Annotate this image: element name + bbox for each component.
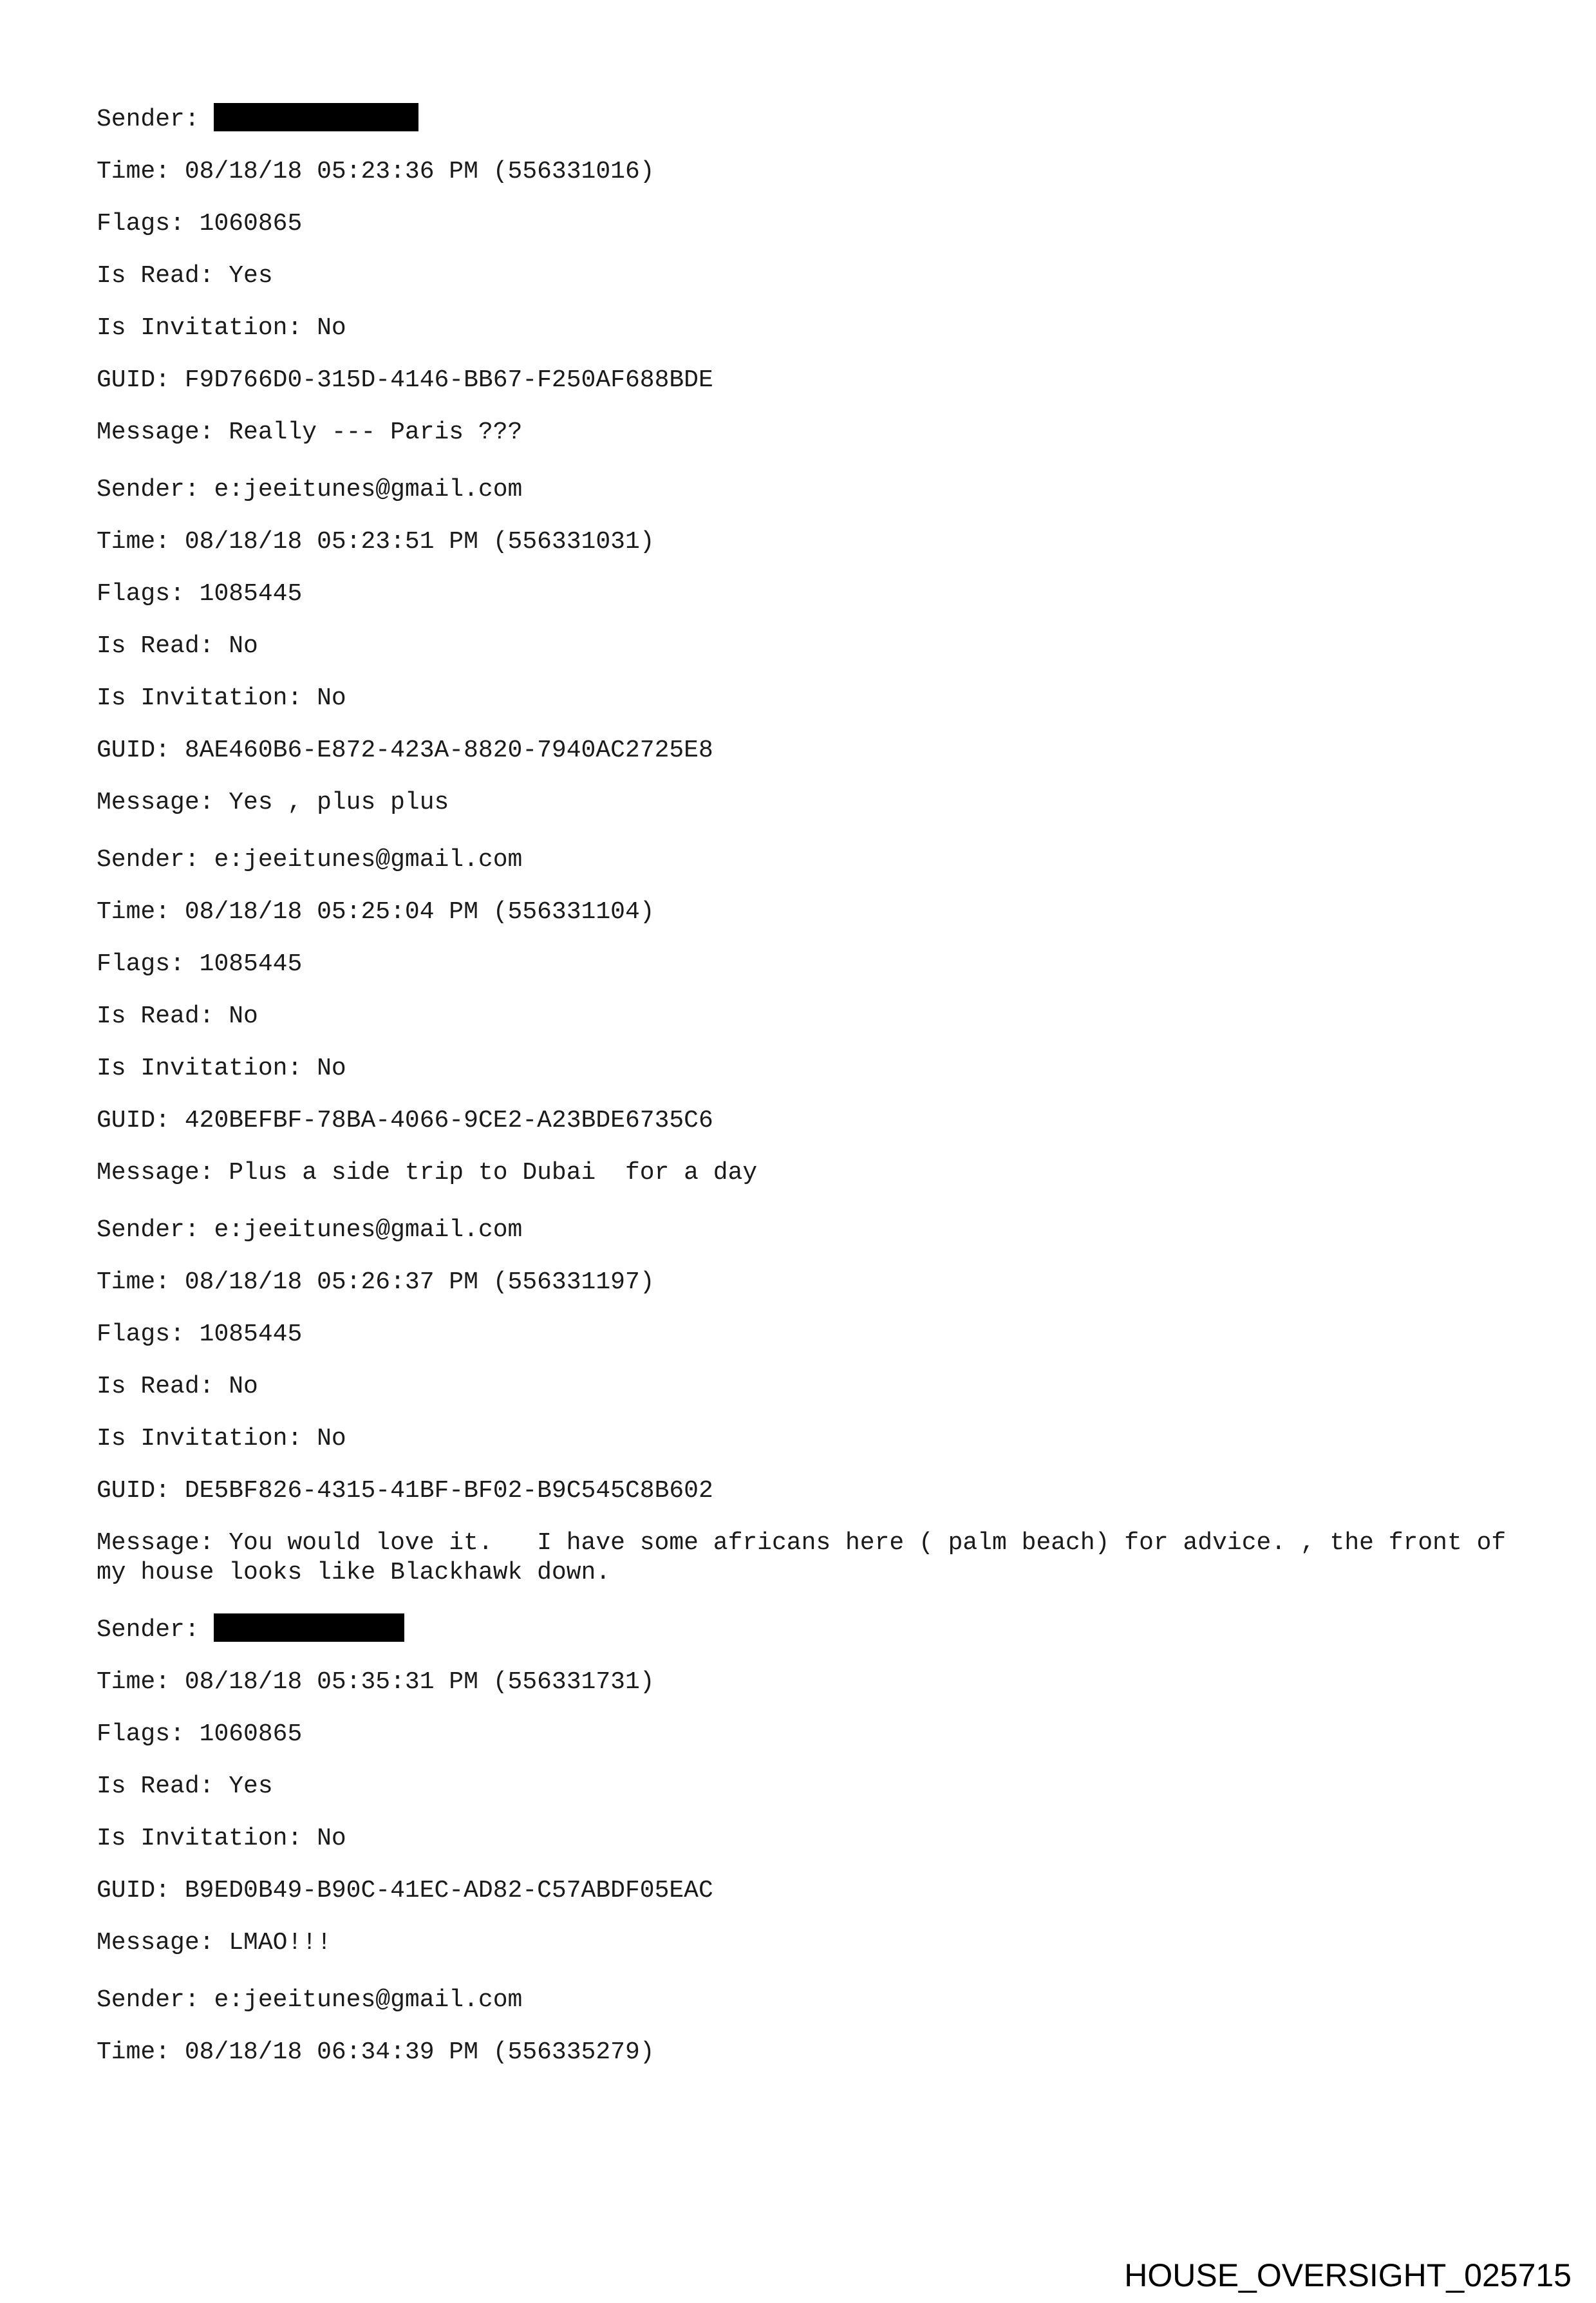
is-read-value: No xyxy=(229,632,258,660)
sender-label: Sender: xyxy=(97,106,200,133)
is-invitation-line xyxy=(97,1424,1539,1454)
guid-label: GUID: xyxy=(97,366,171,394)
message-record xyxy=(97,475,1539,818)
is-invitation-label: Is Invitation: xyxy=(97,314,303,342)
time-line xyxy=(97,157,1539,187)
is-invitation-line xyxy=(97,1054,1539,1084)
time-value: 08/18/18 05:23:36 PM (556331016) xyxy=(184,158,655,185)
sender-line xyxy=(97,475,1539,505)
guid-label: GUID: xyxy=(97,1877,171,1904)
sender-label: Sender: xyxy=(97,846,200,874)
guid-line xyxy=(97,736,1539,766)
is-read-value: Yes xyxy=(229,1772,273,1800)
time-value: 08/18/18 05:26:37 PM (556331197) xyxy=(184,1268,655,1296)
time-line xyxy=(97,1668,1539,1697)
redaction-bar xyxy=(214,103,418,131)
time-value: 08/18/18 05:35:31 PM (556331731) xyxy=(184,1668,655,1696)
message-text: LMAO!!! xyxy=(229,1929,332,1957)
time-value: 08/18/18 05:25:04 PM (556331104) xyxy=(184,898,655,926)
message-line xyxy=(97,1158,1539,1188)
is-invitation-label: Is Invitation: xyxy=(97,1425,303,1452)
sender-label: Sender: xyxy=(97,1616,200,1644)
flags-label: Flags: xyxy=(97,1720,185,1748)
bates-number: HOUSE_OVERSIGHT_025715 xyxy=(1124,2257,1572,2293)
flags-line xyxy=(97,950,1539,979)
is-read-label: Is Read: xyxy=(97,1002,214,1030)
guid-line xyxy=(97,1476,1539,1506)
sender-value: e:jeeitunes@gmail.com xyxy=(214,1216,523,1244)
is-read-label: Is Read: xyxy=(97,262,214,290)
time-label: Time: xyxy=(97,1268,171,1296)
is-read-label: Is Read: xyxy=(97,1772,214,1800)
sender-value: e:jeeitunes@gmail.com xyxy=(214,846,523,874)
is-read-label: Is Read: xyxy=(97,1373,214,1400)
flags-line xyxy=(97,209,1539,239)
time-line xyxy=(97,1268,1539,1297)
message-text: Yes , plus plus xyxy=(229,789,449,816)
sender-line xyxy=(97,1216,1539,1245)
message-line xyxy=(97,1928,1539,1958)
message-record xyxy=(97,1615,1539,1958)
is-read-line xyxy=(97,1372,1539,1402)
is-read-line xyxy=(97,261,1539,291)
message-text: Really --- Paris ??? xyxy=(229,418,523,446)
is-invitation-value: No xyxy=(317,684,346,712)
time-line xyxy=(97,527,1539,557)
message-log xyxy=(97,105,1539,2090)
time-label: Time: xyxy=(97,898,171,926)
flags-value: 1085445 xyxy=(199,1321,303,1348)
flags-value: 1060865 xyxy=(199,1720,303,1748)
message-text: Plus a side trip to Dubai for a day xyxy=(229,1159,758,1187)
message-label: Message: xyxy=(97,789,214,816)
message-record xyxy=(97,845,1539,1188)
redaction-bar xyxy=(214,1613,404,1642)
message-record xyxy=(97,1986,1539,2067)
is-invitation-line xyxy=(97,1824,1539,1854)
time-label: Time: xyxy=(97,158,171,185)
guid-value: F9D766D0-315D-4146-BB67-F250AF688BDE xyxy=(184,366,713,394)
is-read-value: No xyxy=(229,1373,258,1400)
message-label: Message: xyxy=(97,418,214,446)
time-value: 08/18/18 05:23:51 PM (556331031) xyxy=(184,528,655,556)
message-label: Message: xyxy=(97,1929,214,1957)
is-read-value: No xyxy=(229,1002,258,1030)
sender-line xyxy=(97,845,1539,875)
is-invitation-label: Is Invitation: xyxy=(97,1825,303,1852)
is-read-value: Yes xyxy=(229,262,273,290)
guid-label: GUID: xyxy=(97,737,171,764)
is-read-line xyxy=(97,1772,1539,1801)
flags-label: Flags: xyxy=(97,950,185,978)
sender-label: Sender: xyxy=(97,1986,200,2014)
message-line xyxy=(97,1528,1539,1588)
guid-line xyxy=(97,366,1539,395)
time-line xyxy=(97,2038,1539,2067)
guid-line xyxy=(97,1876,1539,1906)
flags-line xyxy=(97,1320,1539,1349)
time-label: Time: xyxy=(97,1668,171,1696)
message-text: You would love it. I have some africans here ( palm beach) for advice. , the front of my house looks like Blackhawk down. xyxy=(97,1529,1521,1586)
is-read-line xyxy=(97,632,1539,661)
message-line xyxy=(97,788,1539,818)
message-record xyxy=(97,105,1539,447)
flags-label: Flags: xyxy=(97,580,185,608)
message-record xyxy=(97,1216,1539,1588)
flags-line xyxy=(97,1720,1539,1749)
sender-line xyxy=(97,105,1539,135)
guid-value: 420BEFBF-78BA-4066-9CE2-A23BDE6735C6 xyxy=(184,1107,713,1134)
time-line xyxy=(97,898,1539,927)
guid-value: DE5BF826-4315-41BF-BF02-B9C545C8B602 xyxy=(184,1477,713,1505)
guid-label: GUID: xyxy=(97,1477,171,1505)
is-read-label: Is Read: xyxy=(97,632,214,660)
is-invitation-value: No xyxy=(317,1055,346,1082)
guid-line xyxy=(97,1106,1539,1136)
flags-value: 1085445 xyxy=(199,580,303,608)
flags-label: Flags: xyxy=(97,1321,185,1348)
message-label: Message: xyxy=(97,1159,214,1187)
time-label: Time: xyxy=(97,528,171,556)
flags-value: 1085445 xyxy=(199,950,303,978)
guid-label: GUID: xyxy=(97,1107,171,1134)
sender-label: Sender: xyxy=(97,1216,200,1244)
is-invitation-label: Is Invitation: xyxy=(97,1055,303,1082)
is-invitation-value: No xyxy=(317,314,346,342)
sender-value: e:jeeitunes@gmail.com xyxy=(214,476,523,503)
is-invitation-value: No xyxy=(317,1425,346,1452)
is-read-line xyxy=(97,1002,1539,1031)
guid-value: 8AE460B6-E872-423A-8820-7940AC2725E8 xyxy=(184,737,713,764)
message-line xyxy=(97,418,1539,447)
time-value: 08/18/18 06:34:39 PM (556335279) xyxy=(184,2038,655,2066)
is-invitation-value: No xyxy=(317,1825,346,1852)
guid-value: B9ED0B49-B90C-41EC-AD82-C57ABDF05EAC xyxy=(184,1877,713,1904)
flags-value: 1060865 xyxy=(199,210,303,238)
sender-line xyxy=(97,1986,1539,2015)
flags-line xyxy=(97,579,1539,609)
is-invitation-line xyxy=(97,684,1539,713)
is-invitation-label: Is Invitation: xyxy=(97,684,303,712)
time-label: Time: xyxy=(97,2038,171,2066)
sender-value: e:jeeitunes@gmail.com xyxy=(214,1986,523,2014)
is-invitation-line xyxy=(97,314,1539,343)
flags-label: Flags: xyxy=(97,210,185,238)
message-label: Message: xyxy=(97,1529,214,1557)
sender-line xyxy=(97,1615,1539,1645)
sender-label: Sender: xyxy=(97,476,200,503)
